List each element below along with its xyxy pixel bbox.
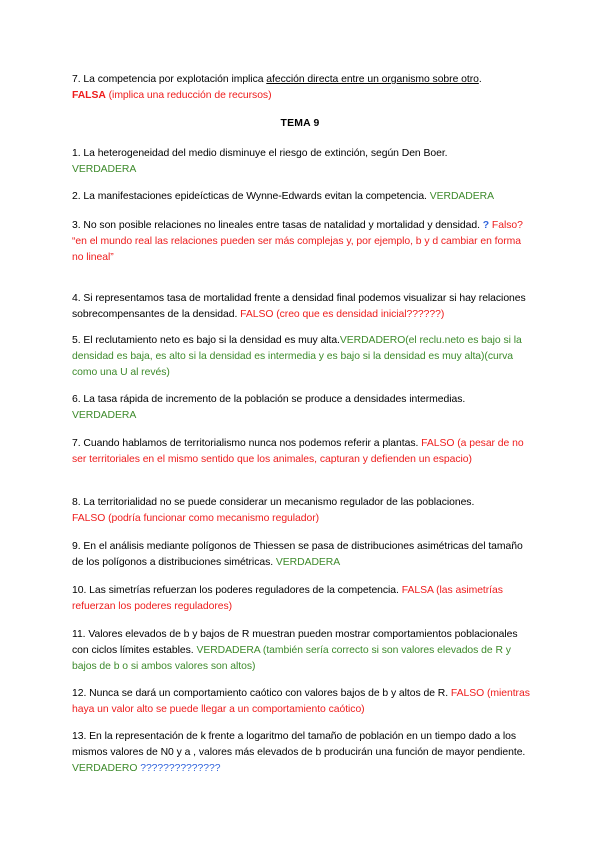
answer-label: FALSA [72,89,106,101]
question-text: 8. La territorialidad no se puede considerar un mecanismo regulador de las poblaciones. [72,497,475,508]
underlined-phrase: afección directa entre un organismo sobre otro [266,74,479,85]
answer-note: (implica una reducción de recursos) [105,89,272,101]
period: . [478,74,482,85]
question-7-competition [72,72,534,104]
answer: FALSO (podría funcionar como mecanismo regulador) [72,512,320,524]
question-4 [72,291,534,323]
question-text: 7. Cuando hablamos de territorialismo nunca nos podemos referir a plantas. [72,438,419,449]
question-10 [72,583,534,615]
question-text: 7. La competencia por explotación implica [72,74,267,85]
question-text: 2. La manifestaciones epideícticas de Wynne-Edwards evitan la competencia. [72,191,427,202]
question-text: 13. En la representación de k frente a logaritmo del tamaño de población en un tiempo dado a los mismos valores de N0 y a , valores más elevados de b producirán una función de mayor pendiente. [72,731,526,758]
answer: VERDADERA [429,191,494,202]
question-text: 10. Las simetrías refuerzan los poderes reguladores de la competencia. [72,585,399,596]
answer: VERDADERA (también sería correcto si son valores elevados de R y bajos de b o si ambos valores son altos) [72,644,511,672]
question-text: 5. El reclutamiento neto es bajo si la densidad es muy alta. [72,335,340,346]
answer: VERDADERO [72,762,138,774]
question-6 [72,392,534,424]
question-8 [72,495,534,527]
question-text: 11. Valores elevados de b y bajos de R muestran pueden mostrar comportamientos poblacionales con ciclos límites estables. [72,629,518,656]
answer: FALSO (a pesar de no ser territoriales en el mismo sentido que los animales, capturan y defienden un espacio) [72,438,524,465]
question-12 [72,686,534,718]
answer: VERDADERO(el reclu.neto es bajo si la densidad es baja, es alto si la densidad es intermedia y es bajo si la densidad es muy alta)(curva como una U al revés) [72,335,522,378]
answer: VERDADERA [275,556,341,568]
question-text: 3. No son posible relaciones no lineales entre tasas de natalidad y mortalidad y densidad. [72,220,480,231]
question-mark: ? [482,220,490,231]
answer: FALSO (creo que es densidad inicial??????) [240,308,445,320]
question-text: 6. La tasa rápida de incremento de la población se produce a densidades intermedias. [72,394,466,405]
section-heading: TEMA 9 [280,118,320,129]
question-11 [72,627,534,674]
question-text: 12. Nunca se dará un comportamiento caótico con valores bajos de b y altos de R. [72,688,449,699]
question-7-territorialism [72,436,534,468]
question-5 [72,333,534,380]
answer: FALSA (las asimetrías refuerzan los poderes reguladores) [72,585,503,612]
question-marks: ?????????????? [140,762,221,774]
question-text: 1. La heterogeneidad del medio disminuye el riesgo de extinción, según Den Boer. [72,148,448,159]
question-text: 4. Si representamos tasa de mortalidad frente a densidad final podemos visualizar si hay relaciones sobrecompensantes de la densidad. [72,293,526,320]
answer: VERDADERA [72,409,137,421]
question-3 [72,218,534,265]
question-1 [72,146,534,178]
answer: VERDADERA [72,163,137,175]
question-13 [72,729,534,776]
question-2 [72,189,534,205]
answer: FALSO (mientras haya un valor alto se puede llegar a un comportamiento caótico) [72,688,530,715]
question-9 [72,539,534,571]
question-text: 9. En el análisis mediante polígonos de Thiessen se pasa de distribuciones asimétricas del tamaño de los polígonos a distribuciones simétricas. [72,541,523,568]
answer: Falso? “en el mundo real las relaciones pueden ser más complejas y, por ejemplo, b y d cambiar en forma no lineal” [72,220,523,263]
